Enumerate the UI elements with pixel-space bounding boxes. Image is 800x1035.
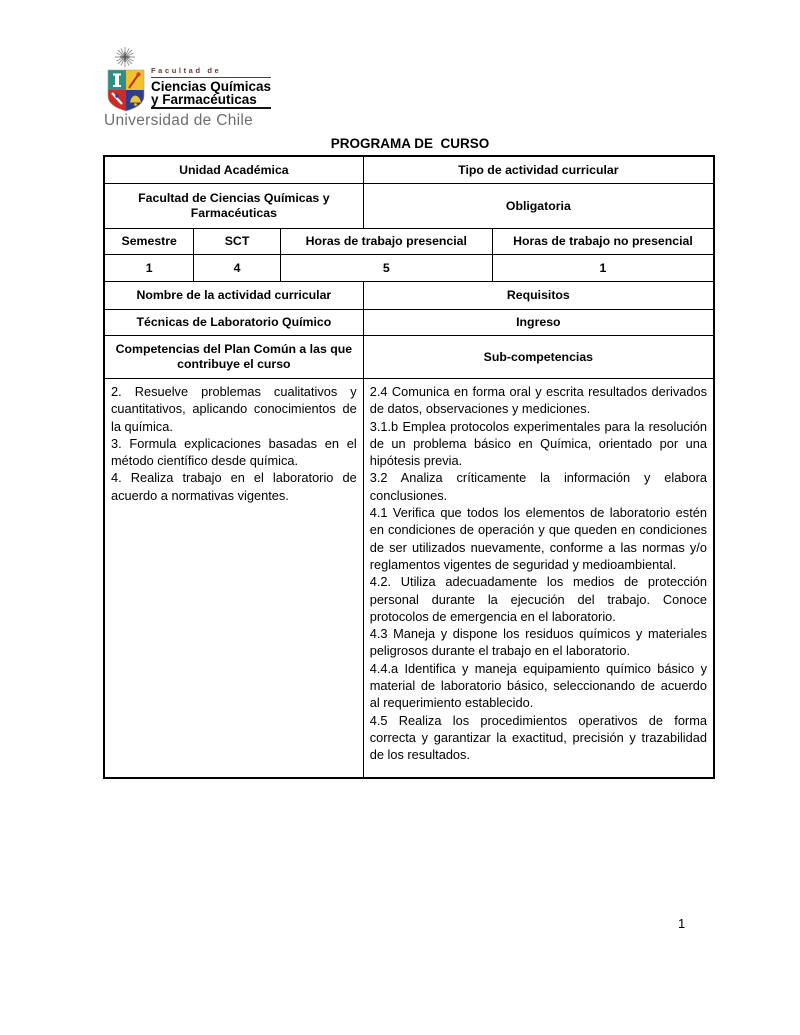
table-row	[105, 336, 713, 379]
unidad-academica-value: Facultad de Ciencias Químicas y Farmacéuticas	[105, 184, 364, 228]
table-row	[105, 379, 713, 777]
university-shield-icon	[104, 46, 148, 112]
table-row	[105, 255, 713, 282]
sub-competencias-list	[364, 379, 713, 777]
paragraph: 2.4 Comunica en forma oral y escrita resultados derivados de datos, observaciones y mediciones.	[369, 384, 707, 417]
sct-value: 4	[194, 255, 280, 281]
table-row	[105, 310, 713, 336]
page-title: PROGRAMA DE CURSO	[330, 136, 490, 151]
paragraph: 4. Realiza trabajo en el laboratorio de acuerdo a normativas vigentes.	[111, 470, 357, 503]
paragraph: 4.1 Verifica que todos los elementos de laboratorio estén en condiciones de operación y que queden en condiciones de ser utilizados nuevamente, conforme a las normas y/o reglamentos vigentes de seguridad y medioambiental.	[369, 505, 707, 572]
nombre-actividad-header: Nombre de la actividad curricular	[105, 282, 364, 309]
logo-facultad-de-text: Facultad de	[151, 66, 271, 78]
paragraph: 3.1.b Emplea protocolos experimentales para la resolución de un problema básico en Química, orientado por una hipótesis previa.	[369, 418, 707, 469]
semestre-value: 1	[105, 255, 194, 281]
paragraph: 4.5 Realiza los procedimientos operativos de forma correcta y garantizar la exactitud, precisión y trazabilidad de los resultados.	[369, 712, 707, 763]
horas-no-presencial-value: 1	[599, 260, 607, 275]
university-logo	[104, 46, 279, 130]
table-row	[105, 229, 713, 255]
sct-header: SCT	[194, 229, 280, 254]
paragraph: 3. Formula explicaciones basadas en el método científico desde química.	[111, 435, 357, 469]
paragraph: 4.2. Utiliza adecuadamente los medios de protección personal durante la ejecución del trabajo. Conoce protocolos de emergencia en el laboratorio.	[369, 574, 707, 624]
requisitos-header: Requisitos	[506, 288, 570, 302]
paragraph: 3.2 Analiza críticamente la información y elabora conclusiones.	[369, 470, 707, 503]
paragraph: 4.3 Maneja y dispone los residuos químicos y materiales peligrosos durante el trabajo en el laboratorio.	[369, 626, 707, 659]
logo-school-line2: y Farmacéuticas	[151, 93, 271, 109]
paragraph: 4.4.a Identifica y maneja equipamiento químico básico y material de laboratorio básico, seleccionando de acuerdo al requerimiento establecido.	[369, 660, 707, 711]
table-row	[105, 282, 713, 310]
unidad-academica-header: Unidad Académica	[105, 157, 364, 183]
horas-presencial-header: Horas de trabajo presencial	[281, 229, 493, 254]
tipo-actividad-value: Obligatoria	[505, 198, 571, 213]
competencias-header: Competencias del Plan Común a las que contribuye el curso	[105, 336, 364, 378]
horas-presencial-value: 5	[281, 255, 493, 281]
logo-school-line1: Ciencias Químicas	[151, 78, 272, 94]
table-row	[105, 184, 713, 229]
nombre-actividad-value: Técnicas de Laboratorio Químico	[105, 310, 364, 335]
table-row	[105, 157, 713, 184]
page-number: 1	[678, 916, 686, 931]
sub-competencias-header: Sub-competencias	[483, 349, 594, 364]
horas-no-presencial-header: Horas de trabajo no presencial	[513, 234, 693, 248]
semestre-header: Semestre	[105, 229, 194, 254]
logo-university-name: Universidad de Chile	[104, 112, 254, 129]
requisitos-value: Ingreso	[516, 315, 561, 329]
tipo-actividad-header: Tipo de actividad curricular	[458, 162, 619, 177]
competencias-list	[105, 379, 364, 777]
course-program-table	[103, 155, 715, 779]
paragraph: 2. Resuelve problemas cualitativos y cuantitativos, aplicando conocimientos de la química.	[111, 384, 357, 434]
